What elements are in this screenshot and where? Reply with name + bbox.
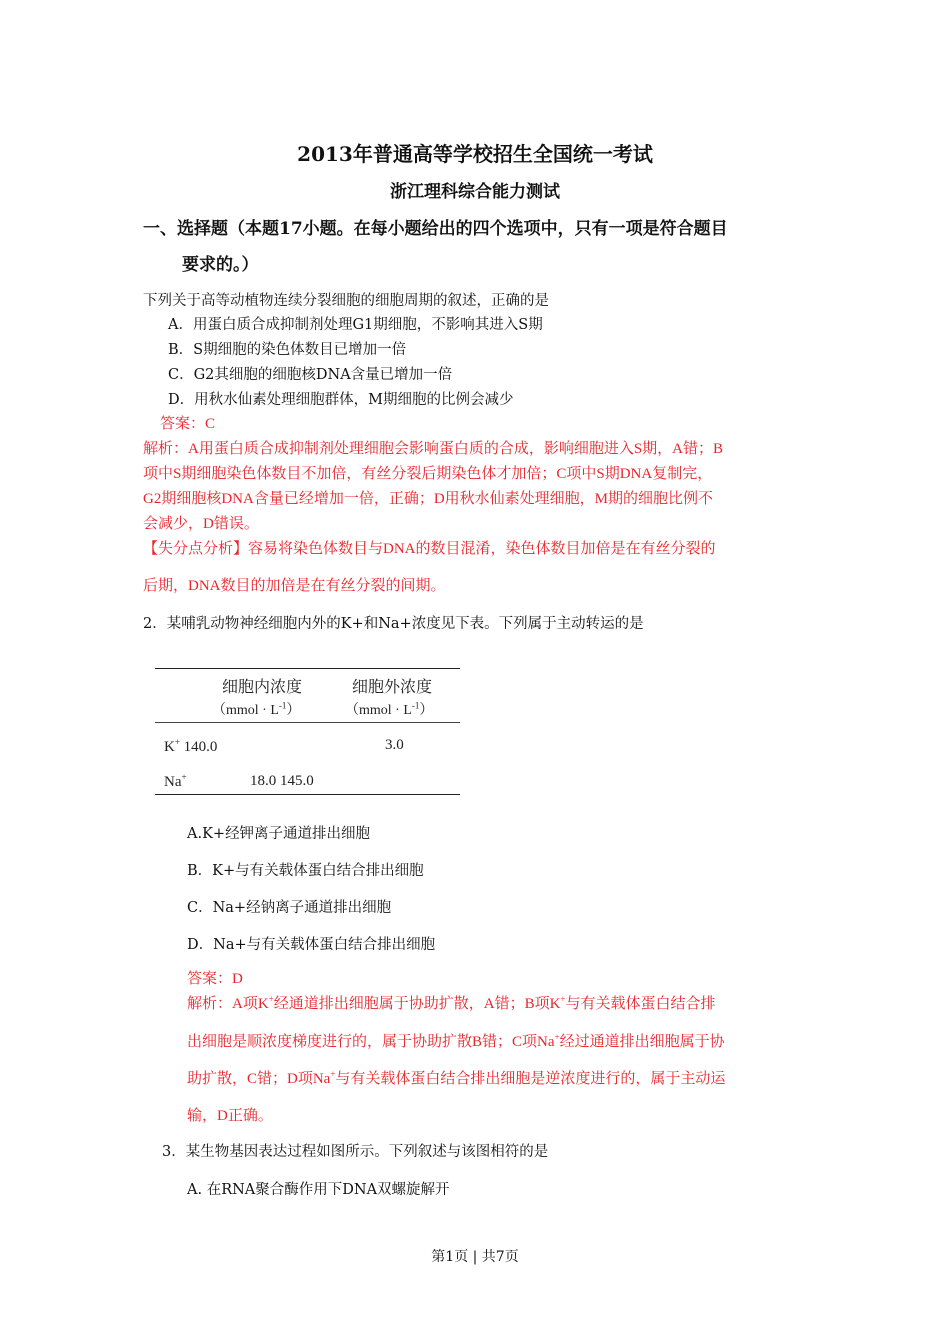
- q1-error-analysis-line2: 后期，DNA数目的加倍是在有丝分裂的间期。: [143, 578, 446, 594]
- table-unit-inside: （mmol · $L^{-1}$）: [212, 700, 301, 718]
- q1-answer: 答案：C: [160, 416, 216, 432]
- table-header-outside: 细胞外浓度: [352, 677, 433, 696]
- q1-option-b: B．S期细胞的染色体数目已增加一倍: [168, 342, 407, 358]
- q2-explanation-line4: 输，D正确。: [187, 1108, 273, 1124]
- q1-error-analysis-line1: 【失分点分析】容易将染色体数目与DNA的数目混淆，染色体数目加倍是在有丝分裂的: [143, 541, 716, 557]
- q2-answer: 答案：D: [187, 971, 243, 987]
- q2-option-b: B．K+与有关载体蛋白结合排出细胞: [187, 863, 424, 879]
- table-header-inside: 细胞内浓度: [222, 677, 303, 696]
- q3-option-a: A. 在RNA聚合酶作用下DNA双螺旋解开: [187, 1182, 450, 1198]
- q1-option-c: C．G2其细胞的细胞核DNA含量已增加一倍: [168, 367, 453, 383]
- q2-option-a: A.K+经钾离子通道排出细胞: [187, 826, 371, 842]
- page-title: 2013年普通高等学校招生全国统一考试: [297, 142, 653, 166]
- q1-explanation-line1: 解析：A用蛋白质合成抑制剂处理细胞会影响蛋白质的合成，影响细胞进入S期，A错；B: [143, 441, 724, 457]
- page-footer: 第1页 | 共7页: [431, 1249, 519, 1265]
- table-row-na: Na+: [164, 772, 187, 790]
- table-row-na-values: 18.0 145.0: [250, 773, 314, 789]
- page-subtitle: 浙江理科综合能力测试: [390, 182, 560, 202]
- q1-explanation-line2: 项中S期细胞染色体数目不加倍，有丝分裂后期染色体才加倍；C项中S期DNA复制完，: [143, 466, 713, 482]
- section-heading-line2: 要求的。）: [182, 255, 259, 275]
- table-top-rule: [155, 668, 460, 669]
- q2-stem: 2．某哺乳动物神经细胞内外的K+和Na+浓度见下表。下列属于主动转运的是: [143, 616, 644, 632]
- q1-option-d: D．用秋水仙素处理细胞群体，M期细胞的比例会减少: [168, 392, 514, 408]
- table-bottom-rule: [155, 794, 460, 795]
- table-row-k-outside: 3.0: [385, 737, 404, 753]
- table-row-k: K+ 140.0: [164, 737, 218, 755]
- q2-option-c: C．Na+经钠离子通道排出细胞: [187, 900, 392, 916]
- q1-stem: 下列关于高等动植物连续分裂细胞的细胞周期的叙述，正确的是: [143, 293, 549, 309]
- table-unit-outside: （mmol · $L^{-1}$）: [345, 700, 434, 718]
- q2-explanation-line1: 解析：A项K+经通道排出细胞属于协助扩散，A错；B项K+与有关载体蛋白结合排: [187, 994, 716, 1012]
- section-heading-line1: 一、选择题（本题17小题。在每小题给出的四个选项中，只有一项是符合题目: [143, 219, 728, 239]
- q2-explanation-line3: 助扩散，C错；D项Na+与有关载体蛋白结合排出细胞是逆浓度进行的，属于主动运: [187, 1069, 726, 1087]
- q2-option-d: D．Na+与有关载体蛋白结合排出细胞: [187, 937, 436, 953]
- q1-explanation-line4: 会减少，D错误。: [143, 516, 259, 532]
- q2-explanation-line2: 出细胞是顺浓度梯度进行的，属于协助扩散B错；C项Na+经过通道排出细胞属于协: [187, 1032, 725, 1050]
- q1-explanation-line3: G2期细胞核DNA含量已经增加一倍，正确；D用秋水仙素处理细胞，M期的细胞比例不: [143, 491, 714, 507]
- table-mid-rule: [155, 722, 460, 723]
- q1-option-a: A．用蛋白质合成抑制剂处理G1期细胞，不影响其进入S期: [168, 317, 543, 333]
- q3-stem: 3．某生物基因表达过程如图所示。下列叙述与该图相符的是: [162, 1144, 549, 1160]
